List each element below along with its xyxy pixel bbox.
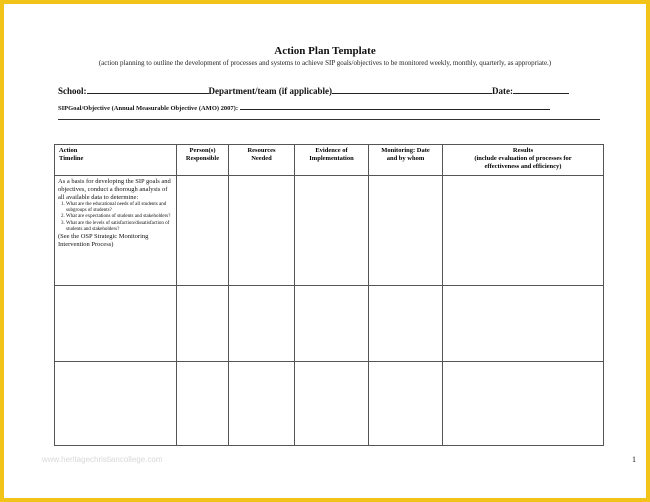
table-cell[interactable]: [443, 286, 604, 362]
list-item: 1. What are the educational needs of all students and subgroups of students?: [66, 202, 173, 214]
sip-goal-row: [58, 103, 550, 112]
table-cell[interactable]: [295, 176, 369, 286]
page-title: Action Plan Template: [274, 45, 376, 57]
table-cell[interactable]: [229, 176, 295, 286]
document-page: [4, 4, 646, 498]
list-item: 3. What are the levels of satisfaction/dissatisfaction of students and stakeholders?: [66, 221, 173, 233]
table-cell[interactable]: [443, 176, 604, 286]
header-action-timeline: Action Timeline: [55, 145, 177, 176]
first-cell-list: [58, 202, 173, 233]
table-cell[interactable]: [177, 362, 229, 446]
sip-goal-label: SIPGoal/Objective (Annual Measurable Objective (AMO) 2007):: [58, 105, 238, 112]
header-persons-responsible: Person(s) Responsible: [177, 145, 229, 176]
sip-goal-second-line: [58, 119, 600, 120]
header-evidence-of-implementation: Evidence of Implementation: [295, 145, 369, 176]
table-header-row: [55, 145, 604, 176]
table-cell[interactable]: [369, 176, 443, 286]
list-item: 2. What are expectations of students and stakeholders?: [66, 214, 173, 220]
department-blank: [332, 85, 492, 94]
table-cell[interactable]: [55, 362, 177, 446]
action-plan-table: [54, 144, 604, 446]
table-cell[interactable]: [369, 362, 443, 446]
header-monitoring: Monitoring: Date and by whom: [369, 145, 443, 176]
school-label: School:: [58, 86, 87, 96]
first-cell-intro: As a basis for developing the SIP goals and objectives, conduct a thorough analysis of all available data to determine:: [58, 178, 171, 201]
department-label: Department/team (if applicable): [208, 86, 332, 96]
watermark: www.heritagechristiancollege.com: [42, 455, 163, 464]
sip-goal-blank: [240, 103, 550, 110]
table-cell[interactable]: [369, 286, 443, 362]
header-results: Results (include evaluation of processes for effectiveness and efficiency): [443, 145, 604, 176]
header-resources-needed: Resources Needed: [229, 145, 295, 176]
header-fields: [58, 85, 598, 96]
table-cell[interactable]: [229, 362, 295, 446]
table-cell[interactable]: [55, 286, 177, 362]
table-cell[interactable]: [177, 286, 229, 362]
table-row: [55, 176, 604, 286]
school-blank: [87, 85, 209, 94]
table-cell[interactable]: [295, 362, 369, 446]
table-row: [55, 362, 604, 446]
date-label: Date:: [492, 86, 513, 96]
page-subtitle: (action planning to outline the development of processes and systems to achieve SIP goals/objectives to be monitored weekly, monthly, quarterly, as appropriate.): [98, 59, 552, 67]
date-blank: [513, 85, 569, 94]
page-number: 1: [632, 455, 636, 464]
table-cell[interactable]: [443, 362, 604, 446]
table-cell[interactable]: [177, 176, 229, 286]
table-cell[interactable]: [295, 286, 369, 362]
table-row: [55, 286, 604, 362]
action-timeline-cell[interactable]: [55, 176, 177, 286]
table-cell[interactable]: [229, 286, 295, 362]
first-cell-note: (See the OSP Strategic Monitoring Intervention Process): [58, 233, 149, 249]
